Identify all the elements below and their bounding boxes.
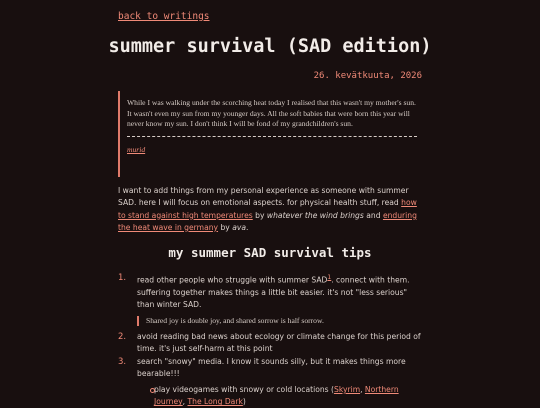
intro-text-1: I want to add things from my personal experience as someone with summer SAD. here I will focus on emotional aspects. for physical health stuff, read [118,186,409,208]
sub-list-item [135,384,423,408]
page-title: summer survival (SAD edition) [108,36,432,57]
author-ava: ava [232,222,246,232]
quote-divider [127,136,417,137]
link-northern-journey[interactable]: Northern Journey [154,384,399,407]
epigraph-quote [118,91,421,177]
link-high-temperatures[interactable]: how to stand against high temperatures [118,198,417,220]
intro-text-5: . [246,222,249,232]
sub-item-separator: , [182,397,188,407]
list-number: 1. [118,273,127,283]
quote-text: While I was walking under the scorching heat today I realised that this wasn't my mother's sun. It wasn't even my sun from my younger days. All the soft babies that were born this year will never know my sun. I don't think I will be fond of my grandchildren's sun. [127,98,416,129]
link-heat-wave-germany[interactable]: enduring the heat wave in germany [118,210,417,232]
sub-item-text: play videogames with snowy or cold locations ( [154,384,335,394]
tips-list [118,272,423,408]
tip-quote: Shared joy is double joy, and shared sorrow is half sorrow. [137,316,423,326]
back-to-writings-link[interactable]: back to writings [118,11,210,22]
list-item [118,331,423,355]
list-number: 2. [118,332,127,343]
footnote-link[interactable]: 1 [327,274,332,281]
link-the-long-dark[interactable]: The Long Dark [187,397,243,407]
sub-item-text-end: ) [242,397,246,407]
tip-text: search "snowy" media. I know it sounds silly, but it makes things more bearable!!! [137,356,406,378]
section-heading: my summer SAD survival tips [168,245,372,260]
tip-text-continued: . connect with them. suffering together makes things a little bit easier. it's not "less serious" than winter SAD. [137,275,410,309]
post-date: 26. kevätkuuta, 2026 [313,71,422,81]
intro-text-3: and [363,210,383,220]
list-number: 3. [118,356,127,367]
tip-text: read other people who struggle with summer SAD [137,275,328,285]
quote-author-link[interactable]: murid [127,144,146,154]
sub-item-separator: , [360,384,365,394]
tip-text: avoid reading bad news about ecology or climate change for this period of time. it's just self-harm at this point [137,332,421,354]
list-item [118,356,423,408]
intro-paragraph [118,185,423,234]
intro-text-2: by [252,210,267,220]
intro-text-4: by [218,222,233,232]
author-wind-brings: whatever the wind brings [266,210,364,220]
link-skyrim[interactable]: Skyrim [334,384,361,394]
circle-bullet-icon [150,388,155,393]
list-item [118,272,423,326]
